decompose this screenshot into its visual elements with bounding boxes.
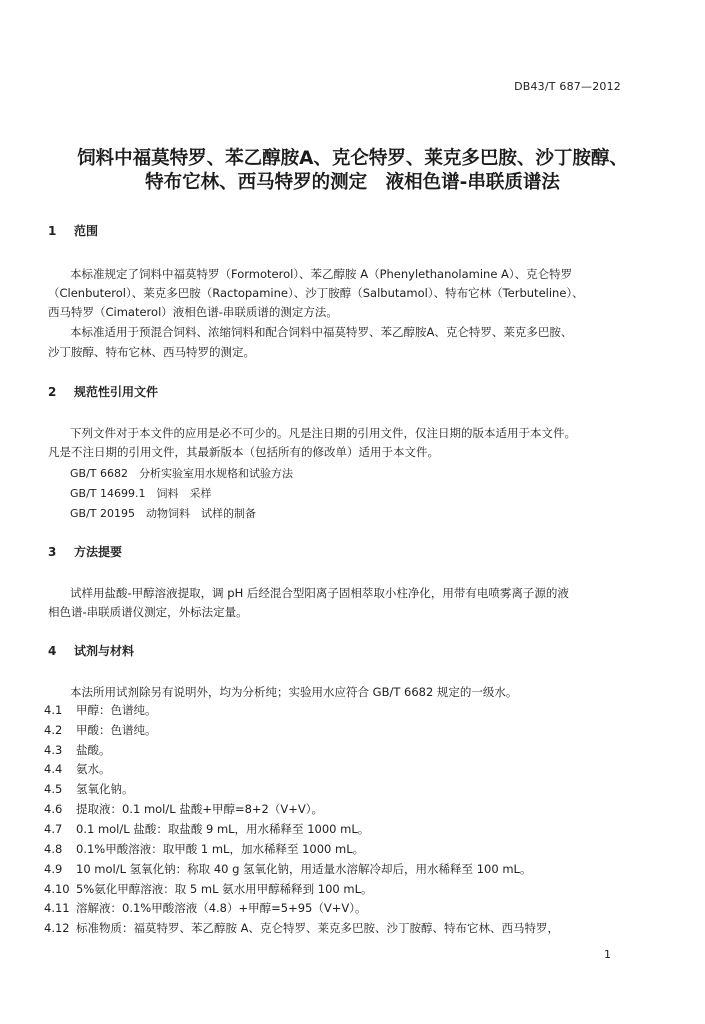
document-title-line-2: 特布它林、西马特罗的测定 液相色谱-串联质谱法 <box>145 172 560 193</box>
section-title: 方法提要 <box>74 545 123 559</box>
reagent-item <box>44 761 111 777</box>
section-number: 2 <box>48 385 57 399</box>
section-title: 试剂与材料 <box>74 644 135 658</box>
section-title: 规范性引用文件 <box>74 385 159 399</box>
reagent-item <box>44 841 364 857</box>
section-number: 4 <box>48 644 57 658</box>
item-text: 甲酸：色谱纯。 <box>76 723 157 737</box>
section-heading-scope <box>48 222 98 239</box>
reference-item: GB/T 6682 分析实验室用水规格和试验方法 <box>70 467 293 480</box>
reagent-item <box>44 821 369 837</box>
refs-paragraph-line: 下列文件对于本文件的应用是必不可少的。凡是注日期的引用文件，仅注日期的版本适用于本文件。 <box>70 426 576 440</box>
page-number: 1 <box>604 948 611 961</box>
item-number: 4.7 <box>44 822 63 836</box>
document-title-line-1: 饲料中福莫特罗、苯乙醇胺A、克仑特罗、莱克多巴胺、沙丁胺醇、 <box>77 148 628 169</box>
method-paragraph-line: 相色谱-串联质谱仪测定，外标法定量。 <box>48 605 248 619</box>
section-number: 1 <box>48 224 57 238</box>
item-number: 4.10 <box>44 882 70 896</box>
reagents-intro: 本法所用试剂除另有说明外，均为分析纯；实验用水应符合 GB/T 6682 规定的一级水。 <box>70 685 518 699</box>
item-text: 溶解液：0.1%甲酸溶液（4.8）+甲醇=5+95（V+V）。 <box>76 901 367 915</box>
item-text: 甲醇：色谱纯。 <box>76 703 157 717</box>
item-number: 4.4 <box>44 762 63 776</box>
reagent-item <box>44 900 366 916</box>
scope-paragraph-line: 西马特罗（Cimaterol）液相色谱-串联质谱的测定方法。 <box>48 305 338 319</box>
reagent-item <box>44 702 157 718</box>
section-heading-method <box>48 543 122 560</box>
section-title: 范围 <box>74 224 99 238</box>
scope-paragraph-line: 本标准适用于预混合饲料、浓缩饲料和配合饲料中福莫特罗、苯乙醇胺A、克仑特罗、莱克多巴胺、 <box>70 325 573 339</box>
item-text: 10 mol/L 氢氧化钠：称取 40 g 氢氧化钠，用适量水溶解冷却后，用水稀释至 100 mL。 <box>76 862 532 876</box>
reagent-item <box>44 781 134 797</box>
item-number: 4.3 <box>44 743 63 757</box>
item-text: 盐酸。 <box>76 743 111 757</box>
section-number: 3 <box>48 545 57 559</box>
reagent-item <box>44 920 559 936</box>
item-text: 提取液：0.1 mol/L 盐酸+甲醇=8+2（V+V）。 <box>76 802 323 816</box>
item-number: 4.9 <box>44 862 63 876</box>
scope-paragraph-line: （Clenbuterol）、莱克多巴胺（Ractopamine）、沙丁胺醇（Salbutamol）、特布它林（Terbuteline）、 <box>48 286 584 300</box>
reagent-item <box>44 722 157 738</box>
refs-paragraph-line: 凡是不注日期的引用文件，其最新版本（包括所有的修改单）适用于本文件。 <box>48 445 439 459</box>
reagent-item <box>44 881 373 897</box>
scope-paragraph-line: 沙丁胺醇、特布它林、西马特罗的测定。 <box>48 345 255 359</box>
section-heading-refs <box>48 383 158 400</box>
item-text: 0.1 mol/L 盐酸：取盐酸 9 mL，用水稀释至 1000 mL。 <box>76 822 370 836</box>
reagent-item <box>44 801 323 817</box>
reference-item: GB/T 14699.1 饲料 采样 <box>70 487 212 500</box>
method-paragraph-line: 试样用盐酸-甲醇溶液提取，调 pH 后经混合型阳离子固相萃取小柱净化，用带有电喷雾离子源的液 <box>70 586 569 600</box>
item-number: 4.6 <box>44 802 63 816</box>
item-text: 0.1%甲酸溶液：取甲酸 1 mL，加水稀释至 1000 mL。 <box>76 842 365 856</box>
item-text: 氢氧化钠。 <box>76 782 134 796</box>
reagent-item <box>44 861 531 877</box>
item-number: 4.2 <box>44 723 63 737</box>
reference-item: GB/T 20195 动物饲料 试样的制备 <box>70 507 256 520</box>
item-number: 4.8 <box>44 842 63 856</box>
item-text: 标准物质：福莫特罗、苯乙醇胺 A、克仑特罗、莱克多巴胺、沙丁胺醇、特布它林、西马特罗， <box>76 921 560 935</box>
item-text: 氨水。 <box>76 762 111 776</box>
standard-code: DB43/T 687—2012 <box>514 80 621 93</box>
scope-paragraph-line: 本标准规定了饲料中福莫特罗（Formoterol）、苯乙醇胺 A（Phenylethanolamine A）、克仑特罗 <box>70 267 573 281</box>
item-number: 4.11 <box>44 901 70 915</box>
reagent-item <box>44 742 111 758</box>
item-text: 5%氨化甲醇溶液：取 5 mL 氨水用甲醇稀释到 100 mL。 <box>76 882 373 896</box>
item-number: 4.1 <box>44 703 63 717</box>
item-number: 4.5 <box>44 782 63 796</box>
section-heading-reagents <box>48 642 134 659</box>
item-number: 4.12 <box>44 921 70 935</box>
